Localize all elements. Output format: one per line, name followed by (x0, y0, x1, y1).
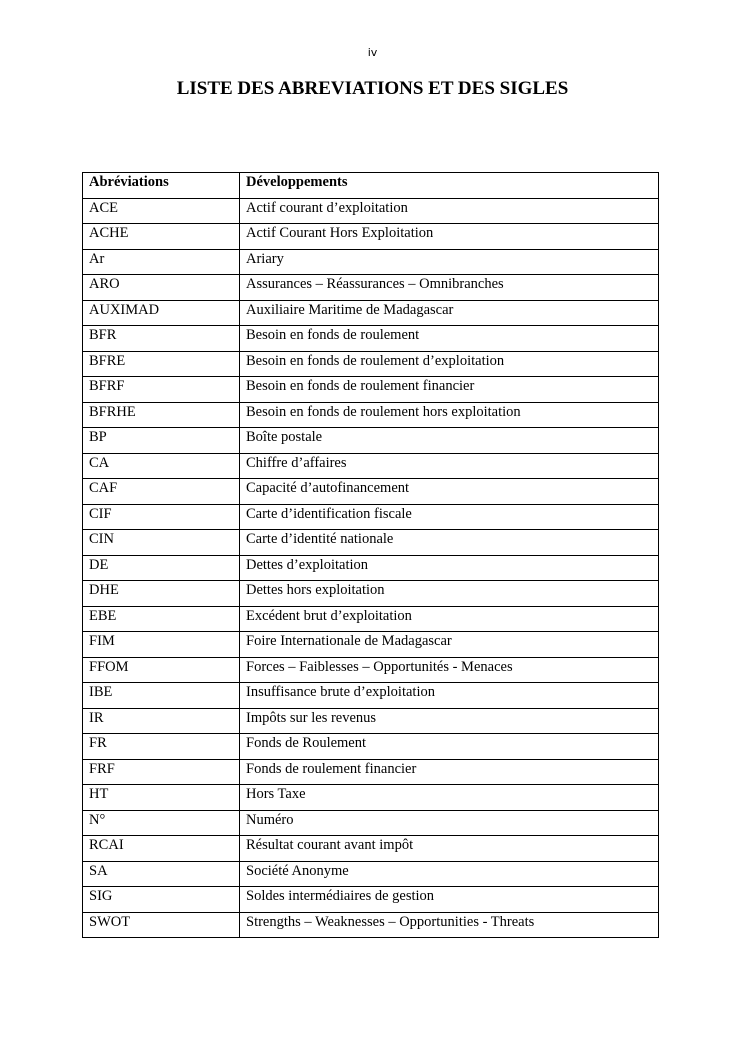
development-cell: Boîte postale (240, 428, 659, 454)
table-row (83, 810, 659, 836)
table-body (83, 198, 659, 938)
abbreviation-cell: BFRF (83, 377, 240, 403)
development-cell: Besoin en fonds de roulement hors exploitation (240, 402, 659, 428)
table-row (83, 657, 659, 683)
table-row (83, 734, 659, 760)
header-developments: Développements (240, 173, 659, 199)
abbreviation-cell: FIM (83, 632, 240, 658)
abbreviation-cell: DHE (83, 581, 240, 607)
development-cell: Auxiliaire Maritime de Madagascar (240, 300, 659, 326)
table-row (83, 351, 659, 377)
table-row (83, 785, 659, 811)
abbreviation-cell: Ar (83, 249, 240, 275)
development-cell: Société Anonyme (240, 861, 659, 887)
abbreviation-cell: SWOT (83, 912, 240, 938)
abbreviation-cell: CIN (83, 530, 240, 556)
development-cell: Foire Internationale de Madagascar (240, 632, 659, 658)
development-cell: Forces – Faiblesses – Opportunités - Menaces (240, 657, 659, 683)
development-cell: Excédent brut d’exploitation (240, 606, 659, 632)
table-row (83, 912, 659, 938)
table-row (83, 708, 659, 734)
abbreviation-cell: FR (83, 734, 240, 760)
abbreviation-cell: BP (83, 428, 240, 454)
abbreviation-cell: DE (83, 555, 240, 581)
table-row (83, 453, 659, 479)
table-row (83, 428, 659, 454)
table-header-row (83, 173, 659, 199)
abbreviation-cell: BFRE (83, 351, 240, 377)
table-row (83, 530, 659, 556)
abbreviation-cell: ACHE (83, 224, 240, 250)
table-row (83, 300, 659, 326)
table-row (83, 887, 659, 913)
table-row (83, 555, 659, 581)
table-row (83, 326, 659, 352)
development-cell: Actif courant d’exploitation (240, 198, 659, 224)
abbreviation-cell: IR (83, 708, 240, 734)
table-row (83, 198, 659, 224)
table-row (83, 249, 659, 275)
abbreviation-cell: ARO (83, 275, 240, 301)
table-row (83, 224, 659, 250)
abbreviation-cell: EBE (83, 606, 240, 632)
development-cell: Carte d’identification fiscale (240, 504, 659, 530)
table-row (83, 759, 659, 785)
abbreviation-cell: SIG (83, 887, 240, 913)
abbreviation-cell: CAF (83, 479, 240, 505)
development-cell: Besoin en fonds de roulement (240, 326, 659, 352)
development-cell: Insuffisance brute d’exploitation (240, 683, 659, 709)
development-cell: Capacité d’autofinancement (240, 479, 659, 505)
development-cell: Résultat courant avant impôt (240, 836, 659, 862)
abbreviation-cell: ACE (83, 198, 240, 224)
abbreviations-table (82, 172, 659, 938)
table-row (83, 606, 659, 632)
development-cell: Hors Taxe (240, 785, 659, 811)
development-cell: Strengths – Weaknesses – Opportunities - Threats (240, 912, 659, 938)
development-cell: Impôts sur les revenus (240, 708, 659, 734)
development-cell: Fonds de Roulement (240, 734, 659, 760)
development-cell: Soldes intermédiaires de gestion (240, 887, 659, 913)
abbreviation-cell: AUXIMAD (83, 300, 240, 326)
development-cell: Numéro (240, 810, 659, 836)
abbreviation-cell: N° (83, 810, 240, 836)
abbreviation-cell: FRF (83, 759, 240, 785)
table-row (83, 504, 659, 530)
abbreviation-cell: FFOM (83, 657, 240, 683)
abbreviation-cell: BFRHE (83, 402, 240, 428)
development-cell: Besoin en fonds de roulement d’exploitation (240, 351, 659, 377)
abbreviation-cell: SA (83, 861, 240, 887)
table-row (83, 275, 659, 301)
table-row (83, 836, 659, 862)
page-number: iv (367, 46, 378, 59)
abbreviation-cell: CA (83, 453, 240, 479)
abbreviation-cell: IBE (83, 683, 240, 709)
abbreviation-cell: CIF (83, 504, 240, 530)
development-cell: Actif Courant Hors Exploitation (240, 224, 659, 250)
page-title: LISTE DES ABREVIATIONS ET DES SIGLES (176, 78, 569, 99)
development-cell: Assurances – Réassurances – Omnibranches (240, 275, 659, 301)
table-row (83, 861, 659, 887)
abbreviation-cell: RCAI (83, 836, 240, 862)
development-cell: Dettes d’exploitation (240, 555, 659, 581)
development-cell: Fonds de roulement financier (240, 759, 659, 785)
development-cell: Ariary (240, 249, 659, 275)
development-cell: Chiffre d’affaires (240, 453, 659, 479)
development-cell: Besoin en fonds de roulement financier (240, 377, 659, 403)
header-abbreviations: Abréviations (83, 173, 240, 199)
table-row (83, 683, 659, 709)
table-row (83, 581, 659, 607)
table-row (83, 402, 659, 428)
abbreviation-cell: HT (83, 785, 240, 811)
table-row (83, 377, 659, 403)
development-cell: Dettes hors exploitation (240, 581, 659, 607)
table-row (83, 632, 659, 658)
development-cell: Carte d’identité nationale (240, 530, 659, 556)
table-row (83, 479, 659, 505)
abbreviation-cell: BFR (83, 326, 240, 352)
